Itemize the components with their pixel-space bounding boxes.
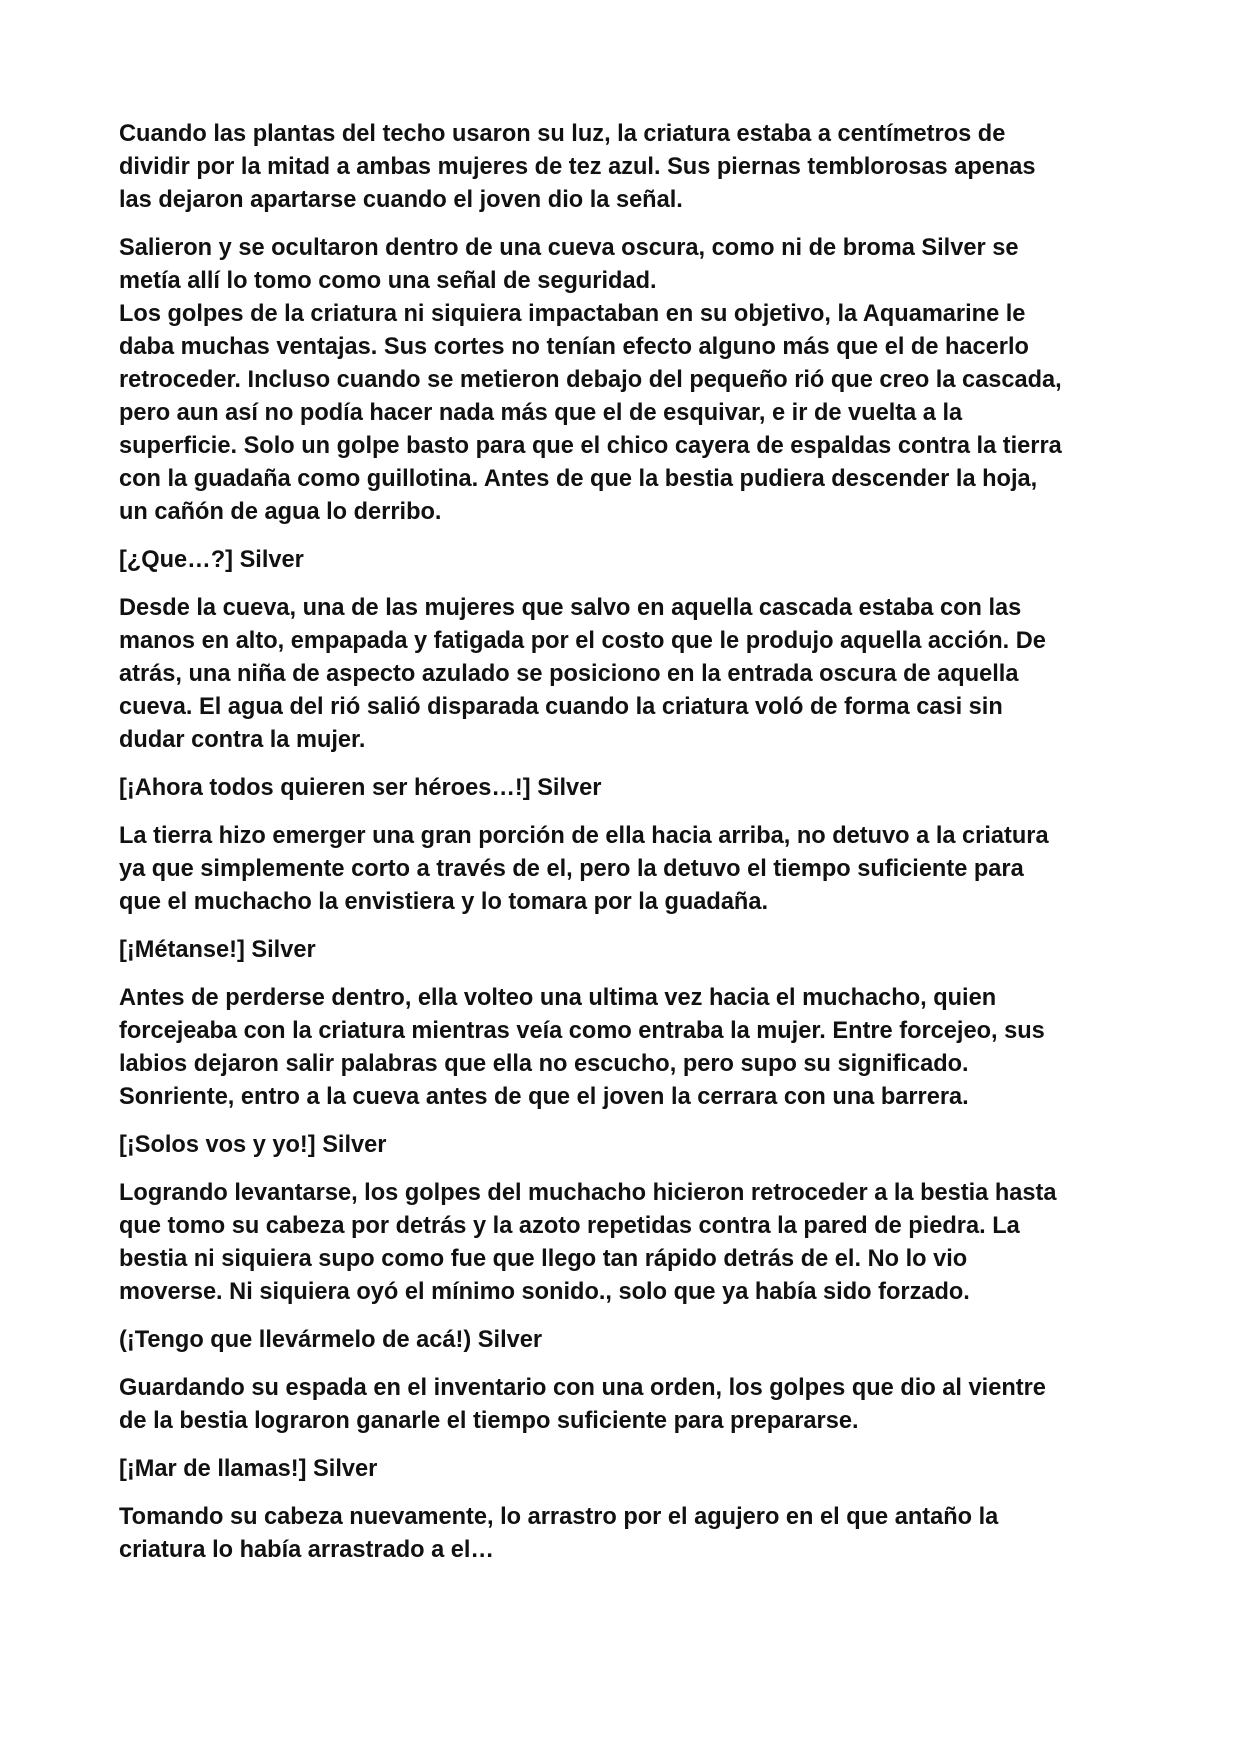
document-body (119, 118, 1129, 1582)
thought-line: (¡Tengo que llevármelo de acá!) Silver (119, 1327, 543, 1353)
dialogue-line: [¡Solos vos y yo!] Silver (119, 1132, 387, 1158)
dialogue-line: [¡Mar de llamas!] Silver (119, 1456, 378, 1482)
paragraph: Cuando las plantas del techo usaron su luz, la criatura estaba a centímetros de dividir por la mitad a ambas mujeres de tez azul. Sus piernas temblorosas apenas las dejaron apartarse cuando el joven dio la señal. (119, 121, 1036, 213)
paragraph: La tierra hizo emerger una gran porción de ella hacia arriba, no detuvo a la criatura ya que simplemente corto a través de el, pero la detuvo el tiempo suficiente para que el muchacho la envistiera y lo tomara por la guadaña. (119, 823, 1049, 915)
paragraph: Guardando su espada en el inventario con una orden, los golpes que dio al vientre de la bestia lograron ganarle el tiempo suficiente para prepararse. (119, 1375, 1046, 1434)
paragraph: Antes de perderse dentro, ella volteo una ultima vez hacia el muchacho, quien forcejeaba con la criatura mientras veía como entraba la mujer. Entre forcejeo, sus labios dejaron salir palabras que ella no escucho, pero supo su significado. Sonriente, entro a la cueva antes de que el joven la cerrara con una barrera. (119, 985, 1045, 1110)
dialogue-line: [¡Métanse!] Silver (119, 937, 316, 963)
paragraph: Logrando levantarse, los golpes del muchacho hicieron retroceder a la bestia hasta que tomo su cabeza por detrás y la azoto repetidas contra la pared de piedra. La bestia ni siquiera supo como fue que llego tan rápido detrás de el. No lo vio moverse. Ni siquiera oyó el mínimo sonido., solo que ya había sido forzado. (119, 1180, 1057, 1305)
dialogue-line: [¡Ahora todos quieren ser héroes…!] Silver (119, 775, 602, 801)
paragraph: Tomando su cabeza nuevamente, lo arrastro por el agujero en el que antaño la criatura lo había arrastrado a el… (119, 1504, 999, 1563)
paragraph: Desde la cueva, una de las mujeres que salvo en aquella cascada estaba con las manos en alto, empapada y fatigada por el costo que le produjo aquella acción. De atrás, una niña de aspecto azulado se posiciono en la entrada oscura de aquella cueva. El agua del rió salió disparada cuando la criatura voló de forma casi sin dudar contra la mujer. (119, 595, 1046, 753)
paragraph: Los golpes de la criatura ni siquiera impactaban en su objetivo, la Aquamarine le daba muchas ventajas. Sus cortes no tenían efecto alguno más que el de hacerlo retroceder. Incluso cuando se metieron debajo del pequeño rió que creo la cascada, pero aun así no podía hacer nada más que el de esquivar, e ir de vuelta a la superficie. Solo un golpe basto para que el chico cayera de espaldas contra la tierra con la guadaña como guillotina. Antes de que la bestia pudiera descender la hoja, un cañón de agua lo derribo. (119, 301, 1062, 525)
dialogue-line: [¿Que…?] Silver (119, 547, 304, 573)
paragraph: Salieron y se ocultaron dentro de una cueva oscura, como ni de broma Silver se metía allí lo tomo como una señal de seguridad. (119, 235, 1019, 294)
